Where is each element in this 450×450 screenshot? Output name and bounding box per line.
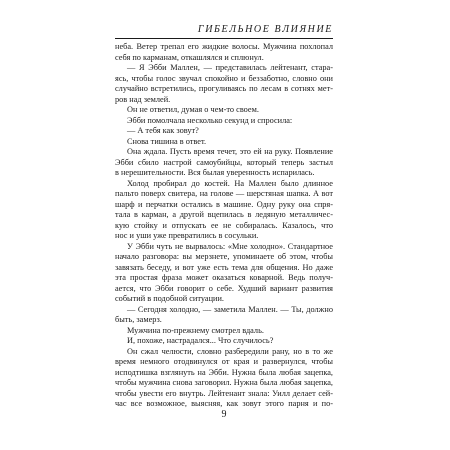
text-line: Она ждала. Пусть время течет, это ей на руку. Появление (127, 147, 333, 156)
text-line: Эбби помолчала несколько секунд и спросила: (127, 115, 293, 125)
page-number: 9 (221, 409, 227, 420)
text-line: эта простая фраза может оказаться коварной. Ведь получ- (115, 273, 333, 282)
text-line: час все возможное, выясняя, как зовут этого парня и по- (115, 399, 333, 408)
text-line: Он сжал челюсти, словно разбередили рану, но в то же (127, 346, 333, 356)
header-rule (115, 38, 333, 39)
text-line: чтобы увести его внутрь. Лейтенант знала: Уилл делает сей- (115, 388, 333, 398)
text-line: неба. Ветер трепал его жидкие волосы. Мужчина похлопал (115, 42, 333, 51)
text-line: быть, замерз. (115, 315, 162, 324)
text-line: тала в карман, а другой вцепилась в ледяную металличес- (115, 210, 333, 219)
text-line: И, похоже, настрадался... Что случилось? (127, 336, 274, 345)
text-line: начало разговора: вы мерзнете, упоминаете об этом, чтобы (115, 252, 333, 261)
text-line: чтобы мужчина снова заговорил. Нужна была любая зацепка, (115, 378, 333, 387)
text-line: себя по карманам, откашлялся и сплюнул. (115, 52, 264, 62)
text-line: завязать беседу, и вот уже есть тема для общения. Но даже (115, 262, 333, 272)
text-line: ров над землей. (115, 94, 171, 104)
text-line: — А тебя как зовут? (127, 126, 199, 135)
text-line: У Эбби чуть не вырвалось: «Мне холодно». Стандартное (127, 241, 333, 251)
text-line: — Я Эбби Маллен, — представилась лейтенант, стара- (127, 63, 333, 72)
text-line: ается, что Эбби говорит о себе. Худший вариант развития (115, 283, 333, 293)
body-text (115, 42, 333, 410)
text-line: в нерешительности. Вся былая уверенность испарилась. (115, 168, 315, 177)
text-line: Он не ответил, думая о чем-то своем. (127, 105, 259, 114)
text-line: кую стойку и отпускать ее не собиралась. Казалось, что (115, 220, 333, 230)
text-line: Снова тишина в ответ. (127, 136, 207, 146)
text-line: время немного отодвинулся от края и развернулся, чтобы (115, 357, 333, 366)
text-line: случайно встретились, прогуливаясь по лесам в сотнях мет- (115, 84, 333, 93)
text-line: ясь, чтобы голос звучал спокойно и беззаботно, словно они (115, 73, 333, 83)
text-line: шарф и перчатки остались в машине. Одну руку она спря- (115, 199, 333, 209)
text-line: пальто поверх свитера, на голове — шерстяная шапка. А вот (115, 189, 333, 198)
text-line: Холод пробирал до костей. На Маллен было длинное (127, 178, 333, 188)
running-title: ГИБЕЛЬНОЕ ВЛИЯНИЕ (197, 24, 333, 35)
text-line: — Сегодня холодно, — заметила Маллен. — Ты, должно (127, 304, 333, 314)
text-line: событий в подобной ситуации. (115, 294, 224, 303)
text-line: Мужчина по-прежнему смотрел вдаль. (127, 325, 264, 335)
text-line: Эбби сбило настрой самоубийцы, который теперь застыл (115, 157, 333, 167)
text-line: нос и уши уже превратились в сосульки. (115, 231, 259, 240)
text-line: исподтишка взглянуть на Эбби. Нужна была любая зацепка, (115, 367, 333, 377)
